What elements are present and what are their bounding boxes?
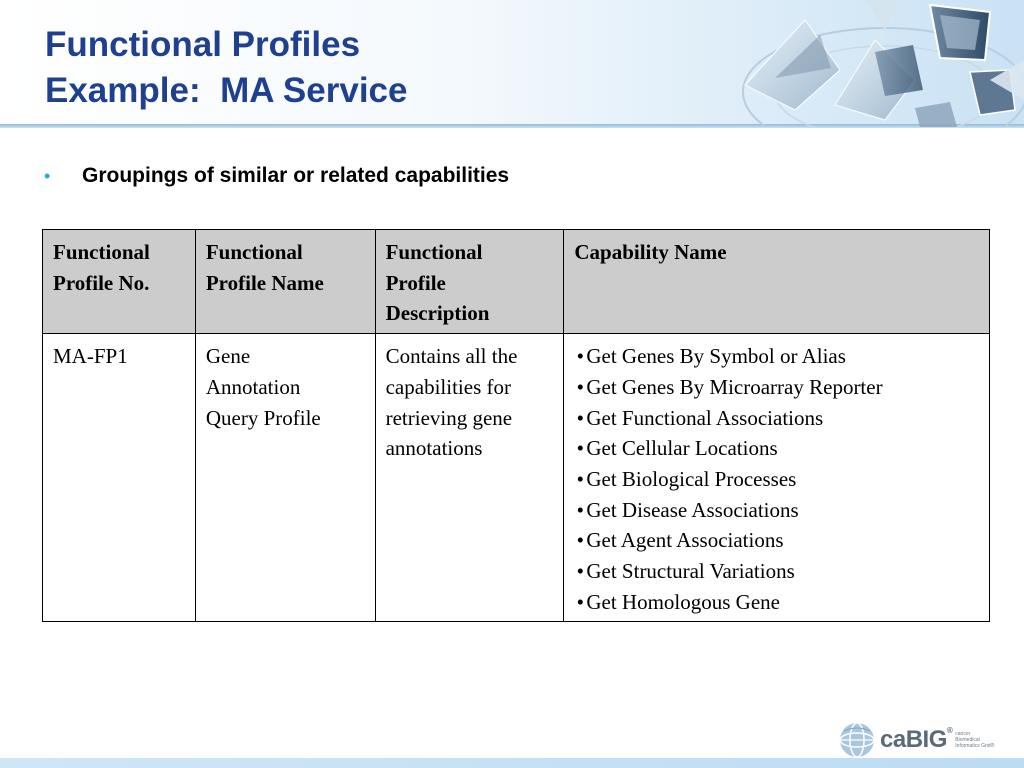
cell-profile-name [195,334,375,622]
list-item [574,495,979,526]
bullet-icon: • [576,466,585,491]
header-capability-name [564,230,990,334]
cabig-wordmark [880,726,952,754]
header-text: Profile Name [205,270,324,295]
functional-profiles-table [42,229,990,622]
list-item [574,556,979,587]
capability-name: Get Biological Processes [586,466,797,491]
table-row [43,334,990,622]
header-text: Functional [53,240,150,264]
list-item [574,341,979,372]
bullet-icon: • [576,589,585,614]
registered-mark: ® [946,726,953,735]
header-text: Description [385,301,490,326]
bullet-icon: • [576,528,585,553]
slide-title [45,22,645,114]
profile-name-line: Gene [205,344,251,369]
capability-name: Get Functional Associations [586,405,824,430]
list-item [574,464,979,495]
bullet-icon: • [576,559,585,584]
subtitle-line: Informatics Grid® [955,743,995,749]
capability-name: Get Agent Associations [586,528,784,553]
capability-list [574,341,979,617]
header-profile-no [43,230,196,334]
list-item [574,525,979,556]
bullet-icon: • [576,436,585,461]
capability-name: Get Disease Associations [586,497,799,522]
profile-name-line: Annotation [205,374,301,399]
globe-collage-icon [735,0,1024,127]
list-item [574,433,979,464]
header-profile-description [375,230,564,334]
bullet-icon: • [576,344,585,369]
bullet-text: Groupings of similar or related capabilities [82,164,510,187]
title-line-1: Functional Profiles [45,25,361,64]
header-text: Capability Name [574,240,727,264]
cabig-logo [838,720,1018,760]
title-line-2: Example: MA Service [45,71,408,110]
description-line: annotations [385,436,483,461]
list-item [574,587,979,618]
subtitle-line: cancer Biomedical [955,731,980,743]
list-item [574,372,979,403]
cell-profile-description [375,334,564,622]
capability-name: Get Genes By Microarray Reporter [586,374,883,399]
table-header-row [43,230,990,334]
header-text: Functional [205,240,303,264]
list-item [574,403,979,434]
profile-name-line: Query Profile [205,405,321,430]
cabig-subtitle [955,731,995,749]
bullet-icon: • [576,374,585,399]
header-text: Profile [385,270,446,295]
capability-name: Get Genes By Symbol or Alias [586,344,846,369]
cell-profile-no [43,334,196,622]
capability-name: Get Cellular Locations [586,436,778,461]
wordmark-text: caBIG [880,726,947,753]
description-line: Contains all the [385,344,518,369]
description-line: capabilities for [385,374,511,399]
bullet-dot-icon: • [44,165,51,186]
cell-capabilities [564,334,990,622]
profile-no: MA-FP1 [53,344,128,369]
bullet-item [44,161,509,191]
capability-name: Get Structural Variations [586,559,795,584]
capability-name: Get Homologous Gene [586,589,780,614]
cabig-globe-icon [838,721,876,759]
bullet-icon: • [576,497,585,522]
bullet-icon: • [576,405,585,430]
header-profile-name [195,230,375,334]
header-text: Functional [385,240,483,264]
description-line: retrieving gene [385,405,513,430]
header-text: Profile No. [53,270,150,295]
